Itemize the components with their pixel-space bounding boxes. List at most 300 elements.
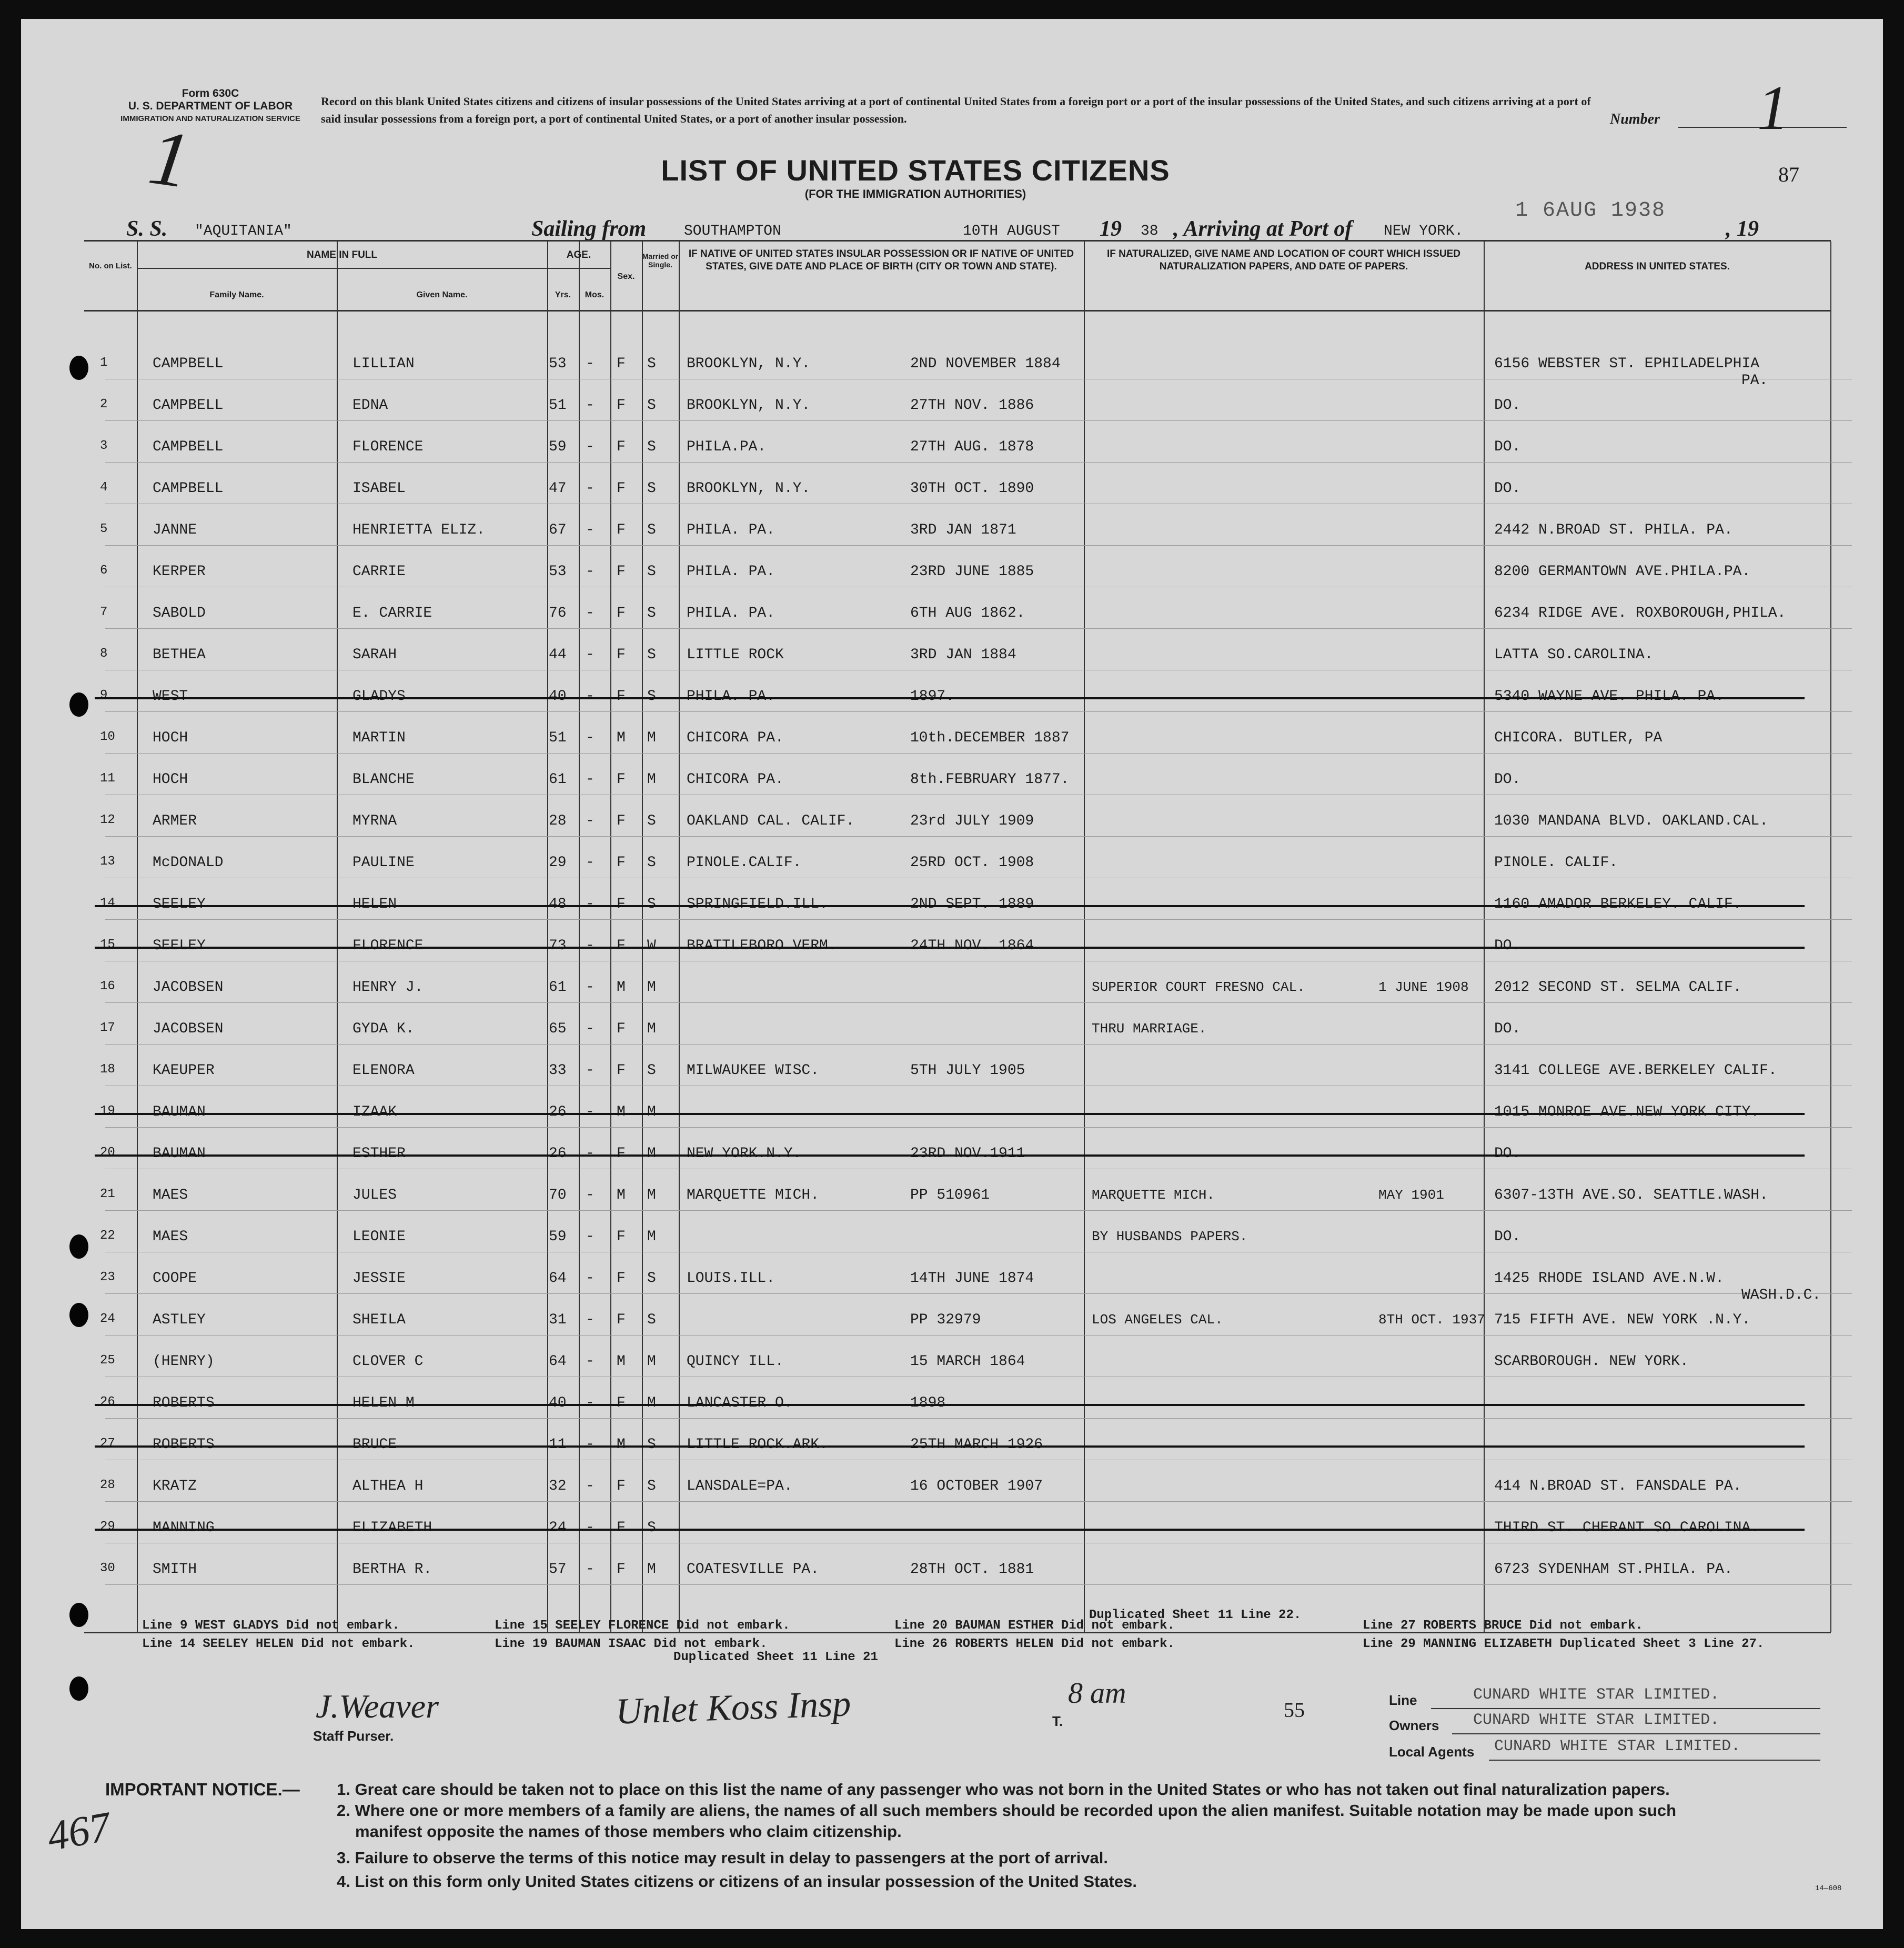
strikethrough-line xyxy=(95,1113,1805,1115)
family-name: McDONALD xyxy=(153,855,224,871)
age-years: 65 xyxy=(549,1021,567,1037)
row-rule xyxy=(105,1335,1852,1336)
age-years: 26 xyxy=(549,1146,567,1162)
us-address: DO. xyxy=(1494,1229,1521,1245)
age-months: - xyxy=(586,1270,595,1287)
row-number: 27 xyxy=(100,1437,115,1451)
marital-status: S xyxy=(647,855,656,871)
birth-date: 25RD OCT. 1908 xyxy=(910,855,1034,871)
marital-status: M xyxy=(647,1146,656,1162)
birth-place: BROOKLYN, N.Y. xyxy=(687,480,811,497)
sex: M xyxy=(617,730,626,746)
us-address: 1160 AMADOR BERKELEY. CALIF. xyxy=(1494,896,1742,912)
margin-handwritten-number: 1 xyxy=(144,113,196,205)
given-name: FLORENCE xyxy=(352,439,424,455)
naturalization-court: BY HUSBANDS PAPERS. xyxy=(1092,1229,1248,1244)
strikethrough-line xyxy=(95,1445,1805,1448)
family-name: SMITH xyxy=(153,1561,197,1578)
us-address: THIRD ST. CHERANT SO.CAROLINA. xyxy=(1494,1520,1760,1536)
age-years: 48 xyxy=(549,896,567,912)
given-name: ALTHEA H xyxy=(352,1478,424,1494)
row-number: 28 xyxy=(100,1478,115,1492)
family-name: ROBERTS xyxy=(153,1437,215,1453)
row-rule xyxy=(105,1044,1852,1045)
marital-status: M xyxy=(647,1187,656,1203)
footnote-line20: Line 20 BAUMAN ESTHER Did not embark. xyxy=(894,1619,1175,1633)
footnote-line9: Line 9 WEST GLADYS Did not embark. xyxy=(142,1619,400,1633)
col-header-family: Family Name. xyxy=(209,290,264,299)
given-name: GYDA K. xyxy=(352,1021,415,1037)
age-months: - xyxy=(586,1478,595,1494)
local-agents-label: Local Agents xyxy=(1389,1744,1475,1760)
col-header-name: NAME IN FULL xyxy=(306,249,378,260)
age-months: - xyxy=(586,771,595,788)
given-name: BERTHA R. xyxy=(352,1561,432,1578)
age-months: - xyxy=(586,979,595,996)
arrival-port: NEW YORK. xyxy=(1384,223,1464,239)
birth-place: OAKLAND CAL. CALIF. xyxy=(687,813,855,829)
age-months: - xyxy=(586,1187,595,1203)
age-years: 26 xyxy=(549,1104,567,1120)
header-bottom-line xyxy=(84,310,1831,312)
age-years: 47 xyxy=(549,480,567,497)
ship-name: "AQUITANIA" xyxy=(195,223,292,239)
age-years: 40 xyxy=(549,688,567,705)
col-divider xyxy=(1830,242,1831,1632)
birth-place: BROOKLYN, N.Y. xyxy=(687,397,811,414)
sex: F xyxy=(617,1561,626,1578)
us-address: 6234 RIDGE AVE. ROXBOROUGH,PHILA. xyxy=(1494,605,1786,621)
naturalization-court: MARQUETTE MICH. xyxy=(1092,1187,1215,1203)
row-rule xyxy=(105,420,1852,421)
strikethrough-line xyxy=(95,1529,1805,1531)
birth-date: 2ND SEPT. 1889 xyxy=(910,896,1034,912)
col-divider xyxy=(337,242,338,1632)
birth-date: 8th.FEBRUARY 1877. xyxy=(910,771,1070,788)
birth-place: BROOKLYN, N.Y. xyxy=(687,356,811,372)
given-name: BLANCHE xyxy=(352,771,415,788)
row-number: 14 xyxy=(100,896,115,910)
us-address: 8200 GERMANTOWN AVE.PHILA.PA. xyxy=(1494,564,1751,580)
birth-date: 25TH MARCH 1926 xyxy=(910,1437,1043,1453)
birth-date: 30TH OCT. 1890 xyxy=(910,480,1034,497)
age-months: - xyxy=(586,1353,595,1370)
row-number: 11 xyxy=(100,771,115,786)
row-rule xyxy=(105,1501,1852,1502)
birth-place: PHILA. PA. xyxy=(687,688,775,705)
birth-date: 3RD JAN 1884 xyxy=(910,647,1016,663)
us-address: DO. xyxy=(1494,1146,1521,1162)
row-rule xyxy=(105,1584,1852,1585)
family-name: HOCH xyxy=(153,730,188,746)
row-number: 24 xyxy=(100,1312,115,1326)
time-t-label: T. xyxy=(1052,1713,1063,1729)
arrival-date-stamp: 1 6AUG 1938 xyxy=(1515,199,1666,223)
us-address: 6307-13TH AVE.SO. SEATTLE.WASH. xyxy=(1494,1187,1768,1203)
col-divider xyxy=(1484,242,1485,1632)
given-name: JULES xyxy=(352,1187,397,1203)
given-name: ESTHER xyxy=(352,1146,406,1162)
col-divider xyxy=(579,242,580,1632)
age-years: 44 xyxy=(549,647,567,663)
age-months: - xyxy=(586,855,595,871)
age-months: - xyxy=(586,1520,595,1536)
family-name: KERPER xyxy=(153,564,206,580)
sex: M xyxy=(617,979,626,996)
row-rule xyxy=(105,711,1852,712)
sex: M xyxy=(617,1437,626,1453)
birth-place: SPRINGFIELD.ILL. xyxy=(687,896,828,912)
sex: F xyxy=(617,1062,626,1079)
age-years: 59 xyxy=(549,439,567,455)
birth-date: 23rd JULY 1909 xyxy=(910,813,1034,829)
manifest-sheet xyxy=(21,19,1883,1929)
us-address: DO. xyxy=(1494,480,1521,497)
age-months: - xyxy=(586,647,595,663)
staff-purser-label: Staff Purser. xyxy=(313,1728,394,1744)
birth-place: MARQUETTE MICH. xyxy=(687,1187,820,1203)
punch-hole xyxy=(69,356,88,380)
family-name: MAES xyxy=(153,1187,188,1203)
given-name: ELIZABETH xyxy=(352,1520,432,1536)
row-number: 8 xyxy=(100,647,108,661)
us-address-continued: WASH.D.C. xyxy=(1741,1287,1821,1303)
age-months: - xyxy=(586,480,595,497)
family-name: COOPE xyxy=(153,1270,197,1287)
us-address: 6723 SYDENHAM ST.PHILA. PA. xyxy=(1494,1561,1733,1578)
family-name: SABOLD xyxy=(153,605,206,621)
col-divider xyxy=(679,242,680,1632)
age-years: 53 xyxy=(549,356,567,372)
row-number: 2 xyxy=(100,397,108,411)
punch-hole xyxy=(69,1603,88,1627)
age-months: - xyxy=(586,1437,595,1453)
row-number: 26 xyxy=(100,1395,115,1409)
marital-status: M xyxy=(647,730,656,746)
given-name: LILLIAN xyxy=(352,356,415,372)
birth-place: PHILA. PA. xyxy=(687,605,775,621)
strikethrough-line xyxy=(95,1404,1805,1406)
row-rule xyxy=(105,1210,1852,1211)
row-number: 15 xyxy=(100,938,115,952)
birth-place: BRATTLEBORO VERM. xyxy=(687,938,837,954)
birth-date: PP 510961 xyxy=(910,1187,990,1203)
punch-hole xyxy=(69,1234,88,1259)
row-number: 3 xyxy=(100,439,108,453)
family-name: CAMPBELL xyxy=(153,397,224,414)
row-number: 30 xyxy=(100,1561,115,1575)
row-number: 7 xyxy=(100,605,108,619)
strikethrough-line xyxy=(95,905,1805,907)
sex: F xyxy=(617,605,626,621)
purser-signature: J.Weaver xyxy=(316,1688,439,1725)
given-name: PAULINE xyxy=(352,855,415,871)
us-address-continued: PA. xyxy=(1741,373,1768,389)
page-subtitle: (FOR THE IMMIGRATION AUTHORITIES) xyxy=(804,187,1026,200)
marital-status: S xyxy=(647,564,656,580)
us-address: PINOLE. CALIF. xyxy=(1494,855,1618,871)
col-header-married: Married or Single. xyxy=(642,252,679,269)
sex: F xyxy=(617,522,626,538)
birth-date: 1898 xyxy=(910,1395,946,1411)
punch-hole xyxy=(69,1676,88,1701)
us-address: 715 FIFTH AVE. NEW YORK .N.Y. xyxy=(1494,1312,1751,1328)
sex: F xyxy=(617,813,626,829)
given-name: JESSIE xyxy=(352,1270,406,1287)
family-name: JANNE xyxy=(153,522,197,538)
row-number: 5 xyxy=(100,522,108,536)
given-name: HENRY J. xyxy=(352,979,424,996)
us-address: LATTA SO.CAROLINA. xyxy=(1494,647,1654,663)
line-underline xyxy=(1431,1708,1820,1709)
form-number: Form 630C xyxy=(182,87,239,99)
birth-date: 2ND NOVEMBER 1884 xyxy=(910,356,1061,372)
age-months: - xyxy=(586,564,595,580)
sex: F xyxy=(617,439,626,455)
family-name: (HENRY) xyxy=(153,1353,215,1370)
year-label: 19 xyxy=(1100,217,1122,241)
line-label: Line xyxy=(1389,1692,1417,1708)
us-address: DO. xyxy=(1494,439,1521,455)
col-header-yrs: Yrs. xyxy=(555,290,571,299)
row-rule xyxy=(105,545,1852,546)
us-address: 3141 COLLEGE AVE.BERKELEY CALIF. xyxy=(1494,1062,1777,1079)
given-name: SHEILA xyxy=(352,1312,406,1328)
birth-date: 23RD NOV.1911 xyxy=(910,1146,1025,1162)
col-header-given: Given Name. xyxy=(416,290,468,299)
sex: F xyxy=(617,1021,626,1037)
strikethrough-line xyxy=(95,697,1805,699)
age-years: 40 xyxy=(549,1395,567,1411)
age-years: 51 xyxy=(549,730,567,746)
birth-place: LANSDALE=PA. xyxy=(687,1478,793,1494)
margin-number: 55 xyxy=(1284,1698,1305,1722)
age-years: 33 xyxy=(549,1062,567,1079)
marital-status: M xyxy=(647,1395,656,1411)
birth-date: 15 MARCH 1864 xyxy=(910,1353,1025,1370)
marital-status: S xyxy=(647,1312,656,1328)
marital-status: M xyxy=(647,1021,656,1037)
age-months: - xyxy=(586,605,595,621)
age-months: - xyxy=(586,896,595,912)
birth-place: CHICORA PA. xyxy=(687,771,784,788)
family-name: KAEUPER xyxy=(153,1062,215,1079)
family-name: SEELEY xyxy=(153,896,206,912)
given-name: ISABEL xyxy=(352,480,406,497)
marital-status: S xyxy=(647,1478,656,1494)
marital-status: S xyxy=(647,896,656,912)
us-address: 414 N.BROAD ST. FANSDALE PA. xyxy=(1494,1478,1742,1494)
naturalization-date: 8TH OCT. 1937 xyxy=(1378,1312,1485,1328)
department-name: U. S. DEPARTMENT OF LABOR xyxy=(128,100,293,112)
row-number: 17 xyxy=(100,1021,115,1035)
family-name: CAMPBELL xyxy=(153,480,224,497)
marital-status: S xyxy=(647,480,656,497)
inspection-time: 8 am xyxy=(1068,1677,1126,1710)
given-name: BRUCE xyxy=(352,1437,397,1453)
birth-date: 3RD JAN 1871 xyxy=(910,522,1016,538)
us-address: 1030 MANDANA BLVD. OAKLAND.CAL. xyxy=(1494,813,1768,829)
footnote-dup-22: Duplicated Sheet 11 Line 22. xyxy=(1089,1608,1302,1622)
age-months: - xyxy=(586,397,595,414)
family-name: ARMER xyxy=(153,813,197,829)
sex: F xyxy=(617,480,626,497)
birth-date: 24TH NOV. 1864 xyxy=(910,938,1034,954)
naturalization-date: 1 JUNE 1908 xyxy=(1378,979,1469,995)
birth-date: 1897. xyxy=(910,688,955,705)
family-name: JACOBSEN xyxy=(153,979,224,996)
birth-date: 5TH JULY 1905 xyxy=(910,1062,1025,1079)
birth-place: PHILA.PA. xyxy=(687,439,767,455)
footnote-line27: Line 27 ROBERTS BRUCE Did not embark. xyxy=(1363,1619,1643,1633)
marital-status: M xyxy=(647,771,656,788)
age-months: - xyxy=(586,688,595,705)
us-address: DO. xyxy=(1494,771,1521,788)
family-name: BAUMAN xyxy=(153,1104,206,1120)
col-divider xyxy=(642,242,643,1632)
birth-place: LITTLE ROCK xyxy=(687,647,784,663)
col-divider xyxy=(547,242,548,1632)
marital-status: M xyxy=(647,979,656,996)
punch-hole xyxy=(69,692,88,717)
notice-item-2-cont: manifest opposite the names of those members who claim citizenship. xyxy=(355,1822,902,1841)
marital-status: S xyxy=(647,647,656,663)
departure-port: SOUTHAMPTON xyxy=(684,223,781,239)
punch-hole xyxy=(69,1303,88,1327)
number-label: Number xyxy=(1610,111,1660,127)
sex: F xyxy=(617,1229,626,1245)
departure-date: 10TH AUGUST xyxy=(963,223,1060,239)
family-name: CAMPBELL xyxy=(153,439,224,455)
marital-status: S xyxy=(647,522,656,538)
given-name: ELENORA xyxy=(352,1062,415,1079)
given-name: FLORENCE xyxy=(352,938,424,954)
age-years: 11 xyxy=(549,1437,567,1453)
given-name: GLADYS xyxy=(352,688,406,705)
age-years: 61 xyxy=(549,771,567,788)
birth-place: CHICORA PA. xyxy=(687,730,784,746)
preamble-text: Record on this blank United States citizens and citizens of insular possessions of the United States arriving at a port of continental United States from a foreign port or a port of the insular possessions of the United States, and such citizens arriving at a port of said insular possessions from a foreign port, a port of continental United States, or a port of another insular possession. xyxy=(321,95,1591,125)
strikethrough-line xyxy=(95,1154,1805,1157)
family-name: KRATZ xyxy=(153,1478,197,1494)
footnote-line29: Line 29 MANNING ELIZABETH Duplicated Sheet 3 Line 27. xyxy=(1363,1637,1765,1651)
age-years: 28 xyxy=(549,813,567,829)
age-months: - xyxy=(586,813,595,829)
family-name: SEELEY xyxy=(153,938,206,954)
us-address: 1425 RHODE ISLAND AVE.N.W. xyxy=(1494,1270,1724,1287)
notice-item-1: 1. Great care should be taken not to place on this list the name of any passenger who was not born in the United States or who has not taken out final naturalization papers. xyxy=(337,1780,1670,1799)
row-number: 22 xyxy=(100,1229,115,1243)
age-months: - xyxy=(586,730,595,746)
marital-status: S xyxy=(647,356,656,372)
given-name: CARRIE xyxy=(352,564,406,580)
marital-status: S xyxy=(647,1520,656,1536)
naturalization-date: MAY 1901 xyxy=(1378,1187,1444,1203)
us-address: 2012 SECOND ST. SELMA CALIF. xyxy=(1494,979,1742,996)
given-name: LEONIE xyxy=(352,1229,406,1245)
owners-label: Owners xyxy=(1389,1718,1439,1733)
birth-place: COATESVILLE PA. xyxy=(687,1561,820,1578)
sex: F xyxy=(617,564,626,580)
given-name: HELEN xyxy=(352,896,397,912)
given-name: E. CARRIE xyxy=(352,605,432,621)
marital-status: S xyxy=(647,439,656,455)
notice-item-4: 4. List on this form only United States citizens or citizens of an insular possession of the United States. xyxy=(337,1872,1137,1891)
age-years: 31 xyxy=(549,1312,567,1328)
sailing-from-label: Sailing from xyxy=(531,217,647,241)
family-name: MANNING xyxy=(153,1520,215,1536)
age-years: 61 xyxy=(549,979,567,996)
row-rule xyxy=(105,1127,1852,1128)
footnote-line14: Line 14 SEELEY HELEN Did not embark. xyxy=(142,1637,415,1651)
us-address: 6156 WEBSTER ST. EPHILADELPHIA xyxy=(1494,356,1760,372)
notice-item-3: 3. Failure to observe the terms of this notice may result in delay to passengers at the port of arrival. xyxy=(337,1849,1109,1867)
row-rule xyxy=(105,753,1852,754)
col-header-birth: IF NATIVE OF UNITED STATES INSULAR POSSESSION OR IF NATIVE OF UNITED STATES, GIVE DATE AND PLACE OF BIRTH (CITY OR TOWN AND STATE). xyxy=(688,248,1074,272)
sex: F xyxy=(617,1520,626,1536)
family-name: ASTLEY xyxy=(153,1312,206,1328)
family-name: BAUMAN xyxy=(153,1146,206,1162)
us-address: 5340 WAYNE AVE. PHILA. PA. xyxy=(1494,688,1724,705)
inspector-signature: Unlet Koss Insp xyxy=(614,1683,852,1732)
sex: F xyxy=(617,896,626,912)
given-name: CLOVER C xyxy=(352,1353,424,1370)
row-number: 9 xyxy=(100,688,108,702)
local-agents-stamp: CUNARD WHITE STAR LIMITED. xyxy=(1494,1738,1741,1755)
row-number: 18 xyxy=(100,1062,115,1077)
marital-status: M xyxy=(647,1561,656,1578)
marital-status: S xyxy=(647,813,656,829)
family-name: JACOBSEN xyxy=(153,1021,224,1037)
owners-underline xyxy=(1452,1733,1820,1734)
marital-status: S xyxy=(647,688,656,705)
sex: F xyxy=(617,855,626,871)
sex: M xyxy=(617,1104,626,1120)
marital-status: W xyxy=(647,938,656,954)
given-name: SARAH xyxy=(352,647,397,663)
birth-date: 27TH AUG. 1878 xyxy=(910,439,1034,455)
naturalization-court: THRU MARRIAGE. xyxy=(1092,1021,1207,1037)
marital-status: S xyxy=(647,605,656,621)
age-months: - xyxy=(586,1312,595,1328)
birth-date: 28TH OCT. 1881 xyxy=(910,1561,1034,1578)
marital-status: S xyxy=(647,397,656,414)
sex: F xyxy=(617,771,626,788)
age-months: - xyxy=(586,1021,595,1037)
birth-place: PHILA. PA. xyxy=(687,564,775,580)
page-title: LIST OF UNITED STATES CITIZENS xyxy=(661,154,1170,187)
age-months: - xyxy=(586,522,595,538)
birth-place: NEW YORK.N.Y. xyxy=(687,1146,802,1162)
birth-place: PHILA. PA. xyxy=(687,522,775,538)
sheet-number: 1 xyxy=(1757,73,1789,143)
footnote-line15: Line 15 SEELEY FLORENCE Did not embark. xyxy=(495,1619,790,1633)
given-name: HELEN M xyxy=(352,1395,415,1411)
marital-status: M xyxy=(647,1353,656,1370)
sex: F xyxy=(617,1270,626,1287)
age-years: 64 xyxy=(549,1270,567,1287)
col-divider xyxy=(610,242,611,1632)
us-address: DO. xyxy=(1494,938,1521,954)
row-rule xyxy=(105,919,1852,920)
row-number: 6 xyxy=(100,564,108,578)
birth-place: MILWAUKEE WISC. xyxy=(687,1062,820,1079)
owners-stamp: CUNARD WHITE STAR LIMITED. xyxy=(1473,1711,1720,1729)
col-header-mos: Mos. xyxy=(585,290,605,299)
birth-place: LITTLE ROCK.ARK. xyxy=(687,1437,828,1453)
row-number: 16 xyxy=(100,979,115,993)
birth-place: PINOLE.CALIF. xyxy=(687,855,802,871)
